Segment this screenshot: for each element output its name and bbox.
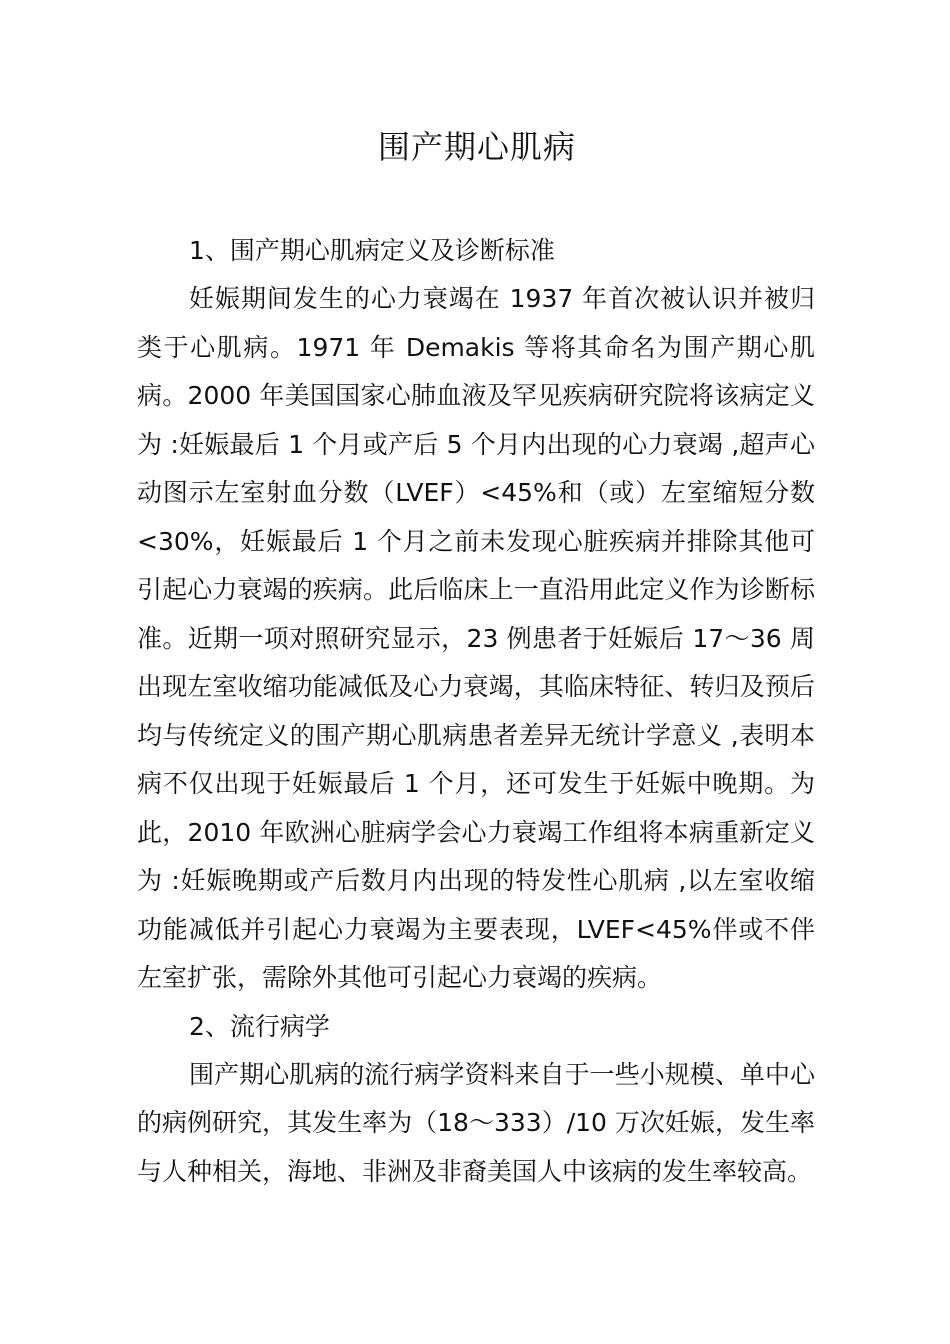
document-title: 围产期心肌病: [377, 128, 576, 166]
section-heading-epidemiology: 2、流行病学: [189, 1011, 330, 1041]
section-definition: [137, 227, 815, 1003]
section-epidemiology: [137, 1003, 815, 1197]
paragraph-epidemiology: 围产期心肌病的流行病学资料来自于一些小规模、单中心的病例研究，其发生率为（18～333）/10 万次妊娠，发生率与人种相关，海地、非洲及非裔美国人中该病的发生率较高。: [137, 1059, 815, 1186]
section-heading-definition: 1、围产期心肌病定义及诊断标准: [189, 236, 555, 265]
paragraph-definition: 妊娠期间发生的心力衰竭在 1937 年首次被认识并被归类于心肌病。1971 年 Demakis 等将其命名为围产期心肌病。2000 年美国国家心肺血液及罕见疾病研究院将该病定义为 :妊娠最后 1 个月或产后 5 个月内出现的心力衰竭 ,超声心动图示左室射血分数（LVEF）<45%和（或）左室缩短分数<30%，妊娠最后 1 个月之前未发现心脏疾病并排除其他可引起心力衰竭的疾病。此后临床上一直沿用此定义作为诊断标准。近期一项对照研究显示，23 例患者于妊娠后 17～36 周出现左室收缩功能减低及心力衰竭，其临床特征、转归及预后均与传统定义的围产期心肌病患者差异无统计学意义 ,表明本病不仅出现于妊娠最后 1 个月，还可发生于妊娠中晚期。为此，2010 年欧洲心脏病学会心力衰竭工作组将本病重新定义为 :妊娠晚期或产后数月内出现的特发性心肌病 ,以左室收缩功能减低并引起心力衰竭为主要表现，LVEF<45%伴或不伴左室扩张，需除外其他可引起心力衰竭的疾病。: [137, 284, 815, 992]
